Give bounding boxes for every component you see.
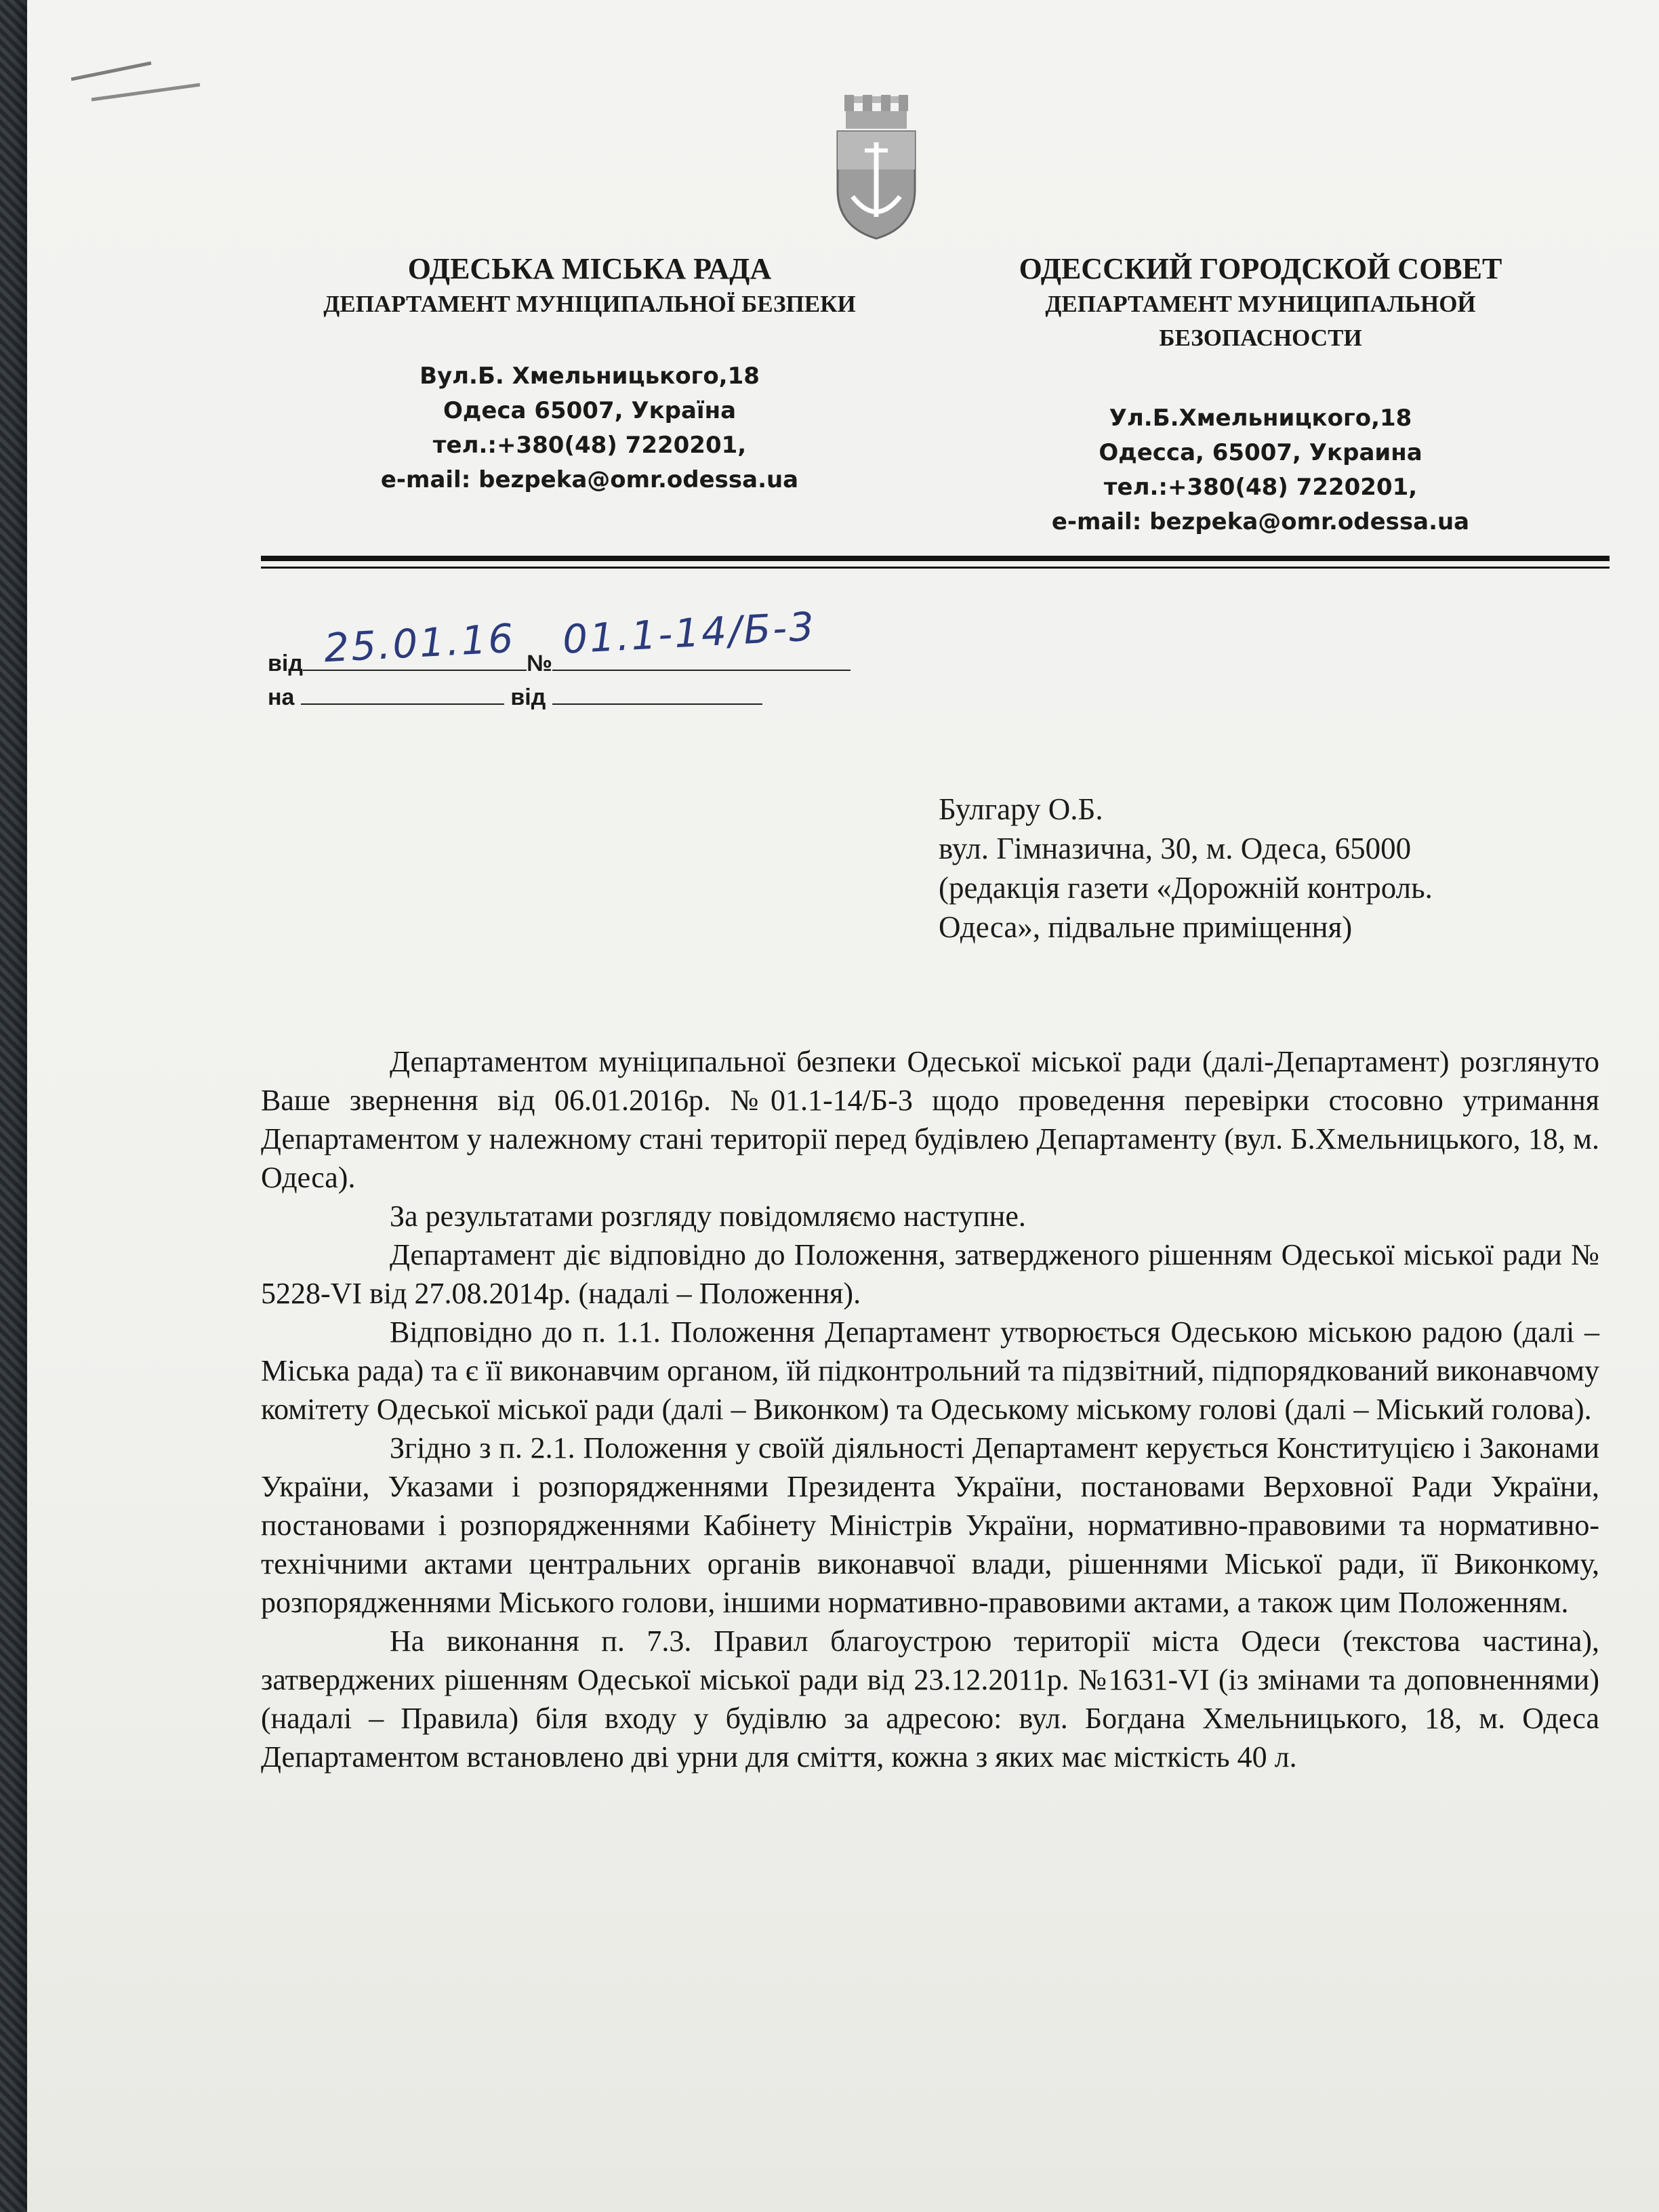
recipient-name: Булгару О.Б. <box>939 792 1103 826</box>
city-ru: Одесса, 65007, Украина <box>1099 439 1422 466</box>
letter-body <box>261 1042 1599 1776</box>
from-label-2: від <box>510 684 546 710</box>
body-paragraph: Департаментом муніципальної безпеки Одеської міської ради (далі-Департамент) розглянуто Ваше звернення від 06.01.2016р. №01.1-14/Б-3 щодо проведення перевірки стосовно утримання Департаментом у належному стані території перед будівлею Департаменту (вул. Б.Хмельницького, 18, м. Одеса). <box>261 1045 1599 1194</box>
city-ua: Одеса 65007, Україна <box>443 397 737 424</box>
odesa-coat-of-arms-icon <box>832 95 920 241</box>
recipient-block <box>939 790 1433 947</box>
dept-name-ru-line1: ДЕПАРТАМЕНТ МУНИЦИПАЛЬНОЙ <box>1045 291 1476 317</box>
email-ru: e-mail: bezpeka@omr.odessa.ua <box>1051 508 1470 535</box>
email-ua: e-mail: bezpeka@omr.odessa.ua <box>380 466 799 493</box>
body-paragraph: Департамент діє відповідно до Положення, затвердженого рішенням Одеської міської ради № 5228-VI від 27.08.2014р. (надалі – Положення). <box>261 1238 1599 1310</box>
handwritten-date: 25.01.16 <box>323 615 516 672</box>
dept-name-ua: ДЕПАРТАМЕНТ МУНІЦИПАЛЬНОЇ БЕЗПЕКИ <box>323 291 856 317</box>
org-name-ru: ОДЕССКИЙ ГОРОДСКОЙ СОВЕТ <box>1019 252 1502 285</box>
body-paragraph: Згідно з п. 2.1. Положення у своїй діяльності Департамент керується Конституцією і Законами України, Указами і розпорядженнями Президента України, постановами Верховної Ради України, постановами і розпорядженнями Кабінету Міністрів України, нормативно-правовими та нормативно-технічними актами центральних органів виконавчої влади, рішеннями Міської ради, її Виконкому, розпорядженнями Міського голови, іншими нормативно-правовими актами, а також цим Положенням. <box>261 1431 1599 1619</box>
body-paragraph: Відповідно до п. 1.1. Положення Департамент утворюється Одеською міською радою (далі – Міська рада) та є її виконавчим органом, їй підконтрольний та підзвітний, підпорядкований виконавчому комітету Одеської міської ради (далі – Виконком) та Одеському міському голові (далі – Міський голова). <box>261 1315 1599 1426</box>
incoming-number-blank <box>301 683 504 705</box>
street-ua: Вул.Б. Хмельницького,18 <box>419 363 760 390</box>
header-russian <box>922 251 1599 539</box>
on-label: на <box>268 684 295 710</box>
recipient-address: вул. Гімназична, 30, м. Одеса, 65000 <box>939 832 1412 865</box>
header-divider-thin <box>261 567 1610 569</box>
header-ukrainian <box>251 251 928 497</box>
dept-name-ru-line2: БЕЗОПАСНОСТИ <box>1159 325 1362 351</box>
number-label: № <box>526 651 552 676</box>
street-ru: Ул.Б.Хмельницкого,18 <box>1109 405 1412 432</box>
reference-line-incoming <box>268 683 762 711</box>
org-name-ua: ОДЕСЬКА МІСЬКА РАДА <box>407 252 772 285</box>
recipient-note-line1: (редакція газети «Дорожній контроль. <box>939 871 1433 905</box>
phone-ua: тел.:+380(48) 7220201, <box>432 432 747 459</box>
address-block-ua <box>251 359 928 497</box>
phone-ru: тел.:+380(48) 7220201, <box>1103 474 1418 501</box>
recipient-note-line2: Одеса», підвальне приміщення) <box>939 910 1353 944</box>
from-label: від <box>268 651 303 676</box>
handwritten-number: 01.1-14/Б-3 <box>561 603 817 663</box>
pencil-mark-icon <box>71 58 207 105</box>
incoming-date-blank <box>552 683 762 705</box>
body-paragraph: На виконання п. 7.3. Правил благоустрою території міста Одеси (текстова частина), затверджених рішенням Одеської міської ради від 23.12.2011р. №1631-VI (із змінами та доповненнями) (надалі – Правила) біля входу у будівлю за адресою: вул. Богдана Хмельницького, 18, м. Одеса Департаментом встановлено дві урни для сміття, кожна з яких має місткість 40 л. <box>261 1624 1599 1774</box>
body-paragraph: За результатами розгляду повідомляємо наступне. <box>390 1200 1026 1233</box>
header-divider-thick <box>261 556 1610 561</box>
address-block-ru <box>922 401 1599 539</box>
